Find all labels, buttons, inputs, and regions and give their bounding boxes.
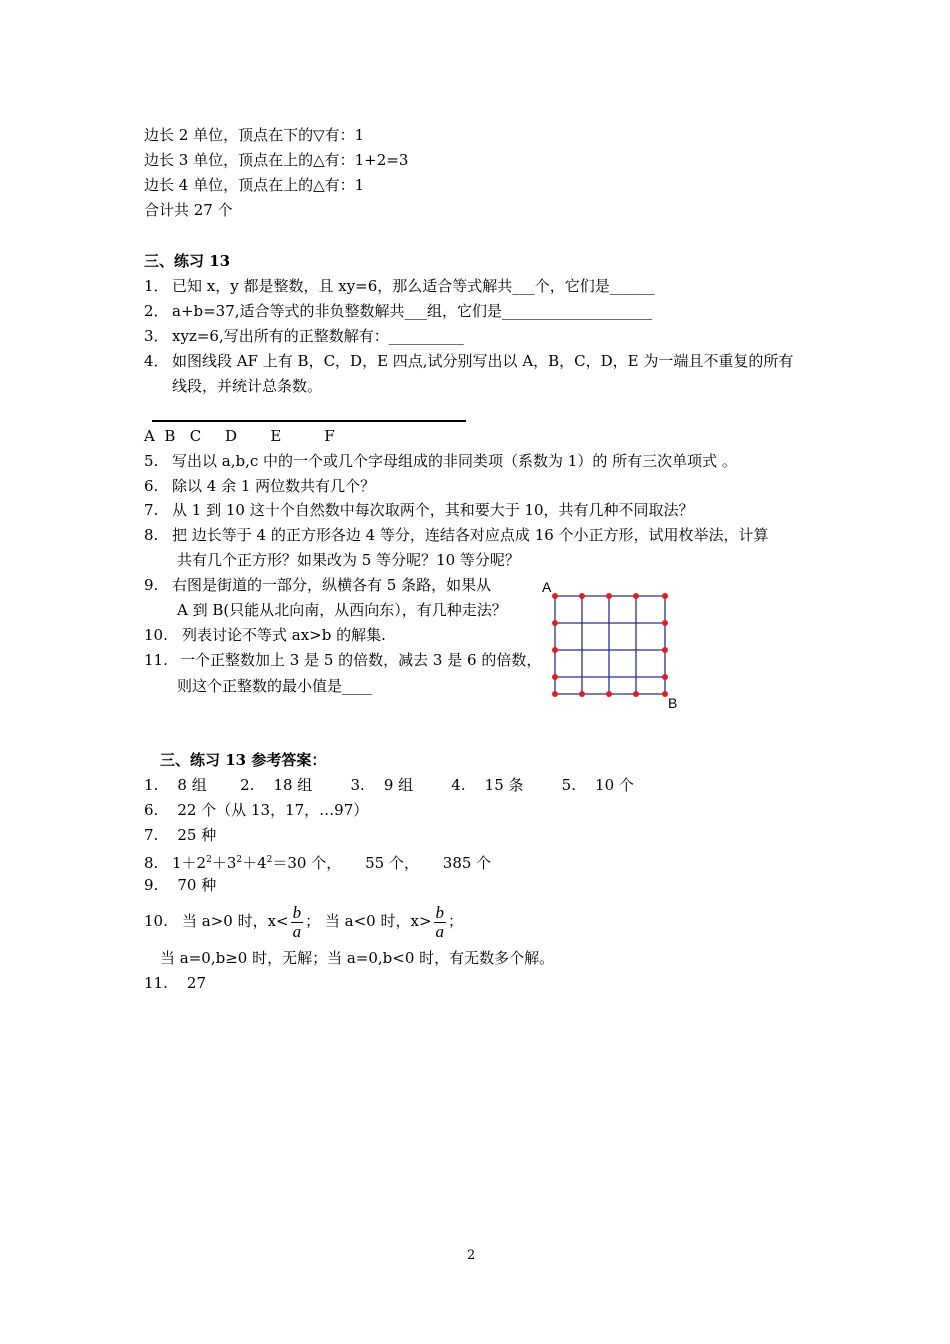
answers-row-1: 1. 8 组 2. 18 组 3. 9 组 4. 15 条 5. 10 个: [144, 776, 634, 794]
answer-7: 7. 25 种: [144, 826, 217, 844]
question-8-cont: 共有几个正方形？如果改为 5 等分呢？10 等分呢？: [177, 551, 520, 569]
question-11: 11. 一个正整数加上 3 是 5 的倍数，减去 3 是 6 的倍数，: [144, 651, 542, 669]
practice-title: 三、练习 13: [144, 252, 231, 270]
question-4: 4． 如图线段 AF 上有 B，C，D，E 四点,试分别写出以 A，B，C，D，E 为一端且不重复的所有: [144, 352, 794, 370]
grid-points: [552, 593, 668, 697]
answer-9: 9. 70 种: [144, 876, 217, 894]
question-7: 7. 从 1 到 10 这十个自然数中每次取两个，其和要大于 10，共有几种不同取法？: [144, 501, 694, 519]
grid-label-b: B: [668, 695, 678, 711]
street-grid-svg: [538, 574, 688, 714]
answer-10: 10. 当 a>0 时，x< $\frac{b}{a}$ ； 当 a<0 时，x> $\frac{b}{a}$ ；: [144, 902, 464, 941]
question-3: 3． xyz=6,写出所有的正整数解有：__________: [144, 327, 464, 345]
street-grid-figure: [538, 574, 688, 714]
question-10: 10. 列表讨论不等式 ax>b 的解集.: [144, 626, 386, 644]
question-1: 1． 已知 x，y 都是整数，且 xy=6，那么适合等式解共___个，它们是______: [144, 277, 655, 295]
answer-10-cont: 当 a=0,b≥0 时，无解；当 a=0,b<0 时，有无数多个解。: [160, 949, 555, 967]
answer-6: 6. 22 个（从 13，17，…97）: [144, 801, 369, 819]
question-9: 9. 右图是街道的一部分，纵横各有 5 条路，如果从: [144, 576, 492, 594]
count-line-2: 边长 3 单位，顶点在上的△有：1+2=3: [144, 151, 409, 169]
count-line-1: 边长 2 单位，顶点在下的▽有：1: [144, 126, 365, 144]
count-total: 合计共 27 个: [144, 201, 233, 219]
question-5: 5. 写出以 a,b,c 中的一个或几个字母组成的非同类项（系数为 1）的 所有三次单项式 。: [144, 452, 737, 470]
question-8: 8. 把 边长等于 4 的正方形各边 4 等分，连结各对应点成 16 个小正方形，试用枚举法，计算: [144, 526, 769, 544]
question-2: 2． a+b=37,适合等式的非负整数解共___组，它们是____________________: [144, 302, 653, 320]
segment-af: [152, 420, 466, 422]
question-11-cont: 则这个正整数的最小值是____: [177, 677, 373, 695]
grid-label-a: A: [542, 579, 552, 595]
question-9-cont: A 到 B(只能从北向南，从西向东），有几种走法？: [177, 601, 507, 619]
question-6: 6. 除以 4 余 1 两位数共有几个？: [144, 477, 376, 495]
question-4-cont: 线段，并统计总条数。: [172, 377, 323, 395]
answer-11: 11. 27: [144, 974, 207, 992]
fraction-b-over-a: $\frac{b}{a}$: [292, 902, 302, 941]
fraction-b-over-a: $\frac{b}{a}$: [435, 902, 445, 941]
grid-lines: [555, 596, 665, 694]
answers-title: 三、练习 13 参考答案：: [160, 751, 327, 769]
count-line-3: 边长 4 单位，顶点在上的△有：1: [144, 176, 365, 194]
page-number: 2: [467, 1248, 476, 1263]
segment-labels: A B C D E F: [144, 427, 335, 445]
answer-8: 8. $1+2^2+3^2+4^2=30$ 个， 55 个， 385 个: [144, 854, 492, 872]
